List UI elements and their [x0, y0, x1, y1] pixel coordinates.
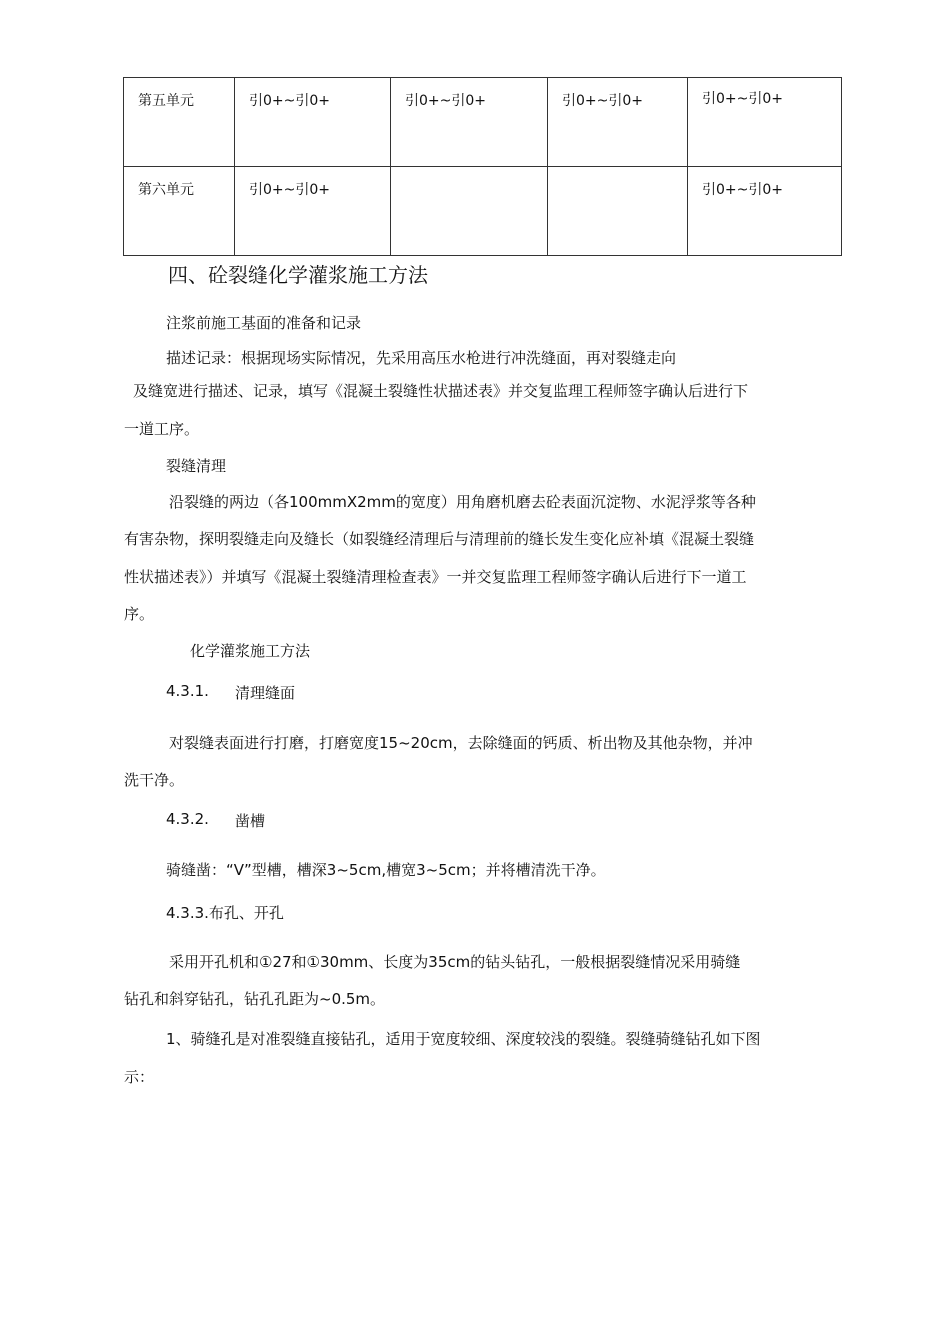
section-number: 4.3.1.	[166, 682, 209, 700]
section-number: 4.3.2.	[166, 810, 209, 828]
construction-units-table	[123, 77, 842, 256]
stake-range-cell: 引0+~引0+	[688, 78, 842, 167]
section-433-title: 4.3.3.布孔、开孔	[166, 904, 284, 922]
section-432-title: 凿槽	[235, 812, 266, 830]
body-text-line: 性状描述表》）并填写《混凝土裂缝清理检查表》一并交复监理工程师签字确认后进行下一道工	[124, 568, 747, 586]
body-text-line: 示：	[124, 1068, 155, 1086]
stake-range-cell: 引0+~引0+	[235, 78, 391, 167]
clean-subheading: 裂缝清理	[166, 457, 227, 475]
body-text-line: 钻孔和斜穿钻孔，钻孔孔距为~0.5m。	[124, 990, 386, 1008]
body-text-line: 对裂缝表面进行打磨，打磨宽度15~20cm，去除缝面的钙质、析出物及其他杂物，并冲	[169, 734, 753, 752]
section-heading: 四、砼裂缝化学灌浆施工方法	[168, 263, 428, 287]
unit-label: 第六单元	[124, 167, 235, 256]
body-text-line: 沿裂缝的两边（各100mmX2mm的宽度）用角磨机磨去砼表面沉淀物、水泥浮浆等各种	[169, 493, 756, 511]
stake-range-cell: 引0+~引0+	[688, 167, 842, 256]
stake-range-cell	[391, 167, 548, 256]
body-text-line: 及缝宽进行描述、记录，填写《混凝土裂缝性状描述表》并交复监理工程师签字确认后进行下	[133, 382, 749, 400]
section-431-title: 清理缝面	[235, 684, 296, 702]
stake-range-cell: 引0+~引0+	[391, 78, 548, 167]
unit-label: 第五单元	[124, 78, 235, 167]
body-text-line: 采用开孔机和①27和①30mm、长度为35cm的钻头钻孔，一般根据裂缝情况采用骑缝	[169, 953, 741, 971]
method-subheading: 化学灌浆施工方法	[190, 642, 311, 660]
body-text-line: 一道工序。	[124, 420, 200, 438]
table-row	[124, 167, 842, 256]
body-text-line: 有害杂物，探明裂缝走向及缝长（如裂缝经清理后与清理前的缝长发生变化应补填《混凝土裂缝	[124, 530, 755, 548]
stake-range-cell: 引0+~引0+	[235, 167, 391, 256]
prep-subheading: 注浆前施工基面的准备和记录	[166, 314, 362, 332]
body-text-line: 描述记录：根据现场实际情况，先采用高压水枪进行冲洗缝面，再对裂缝走向	[166, 349, 677, 367]
table-row	[124, 78, 842, 167]
body-text-line: 序。	[124, 605, 155, 623]
body-text-line: 1、骑缝孔是对准裂缝直接钻孔，适用于宽度较细、深度较浅的裂缝。裂缝骑缝钻孔如下图	[166, 1030, 761, 1048]
body-text-line: 骑缝凿：“V”型槽，槽深3~5cm,槽宽3~5cm；并将槽清洗干净。	[166, 861, 606, 879]
body-text-line: 洗干净。	[124, 771, 185, 789]
stake-range-cell	[548, 167, 688, 256]
stake-range-cell: 引0+~引0+	[548, 78, 688, 167]
